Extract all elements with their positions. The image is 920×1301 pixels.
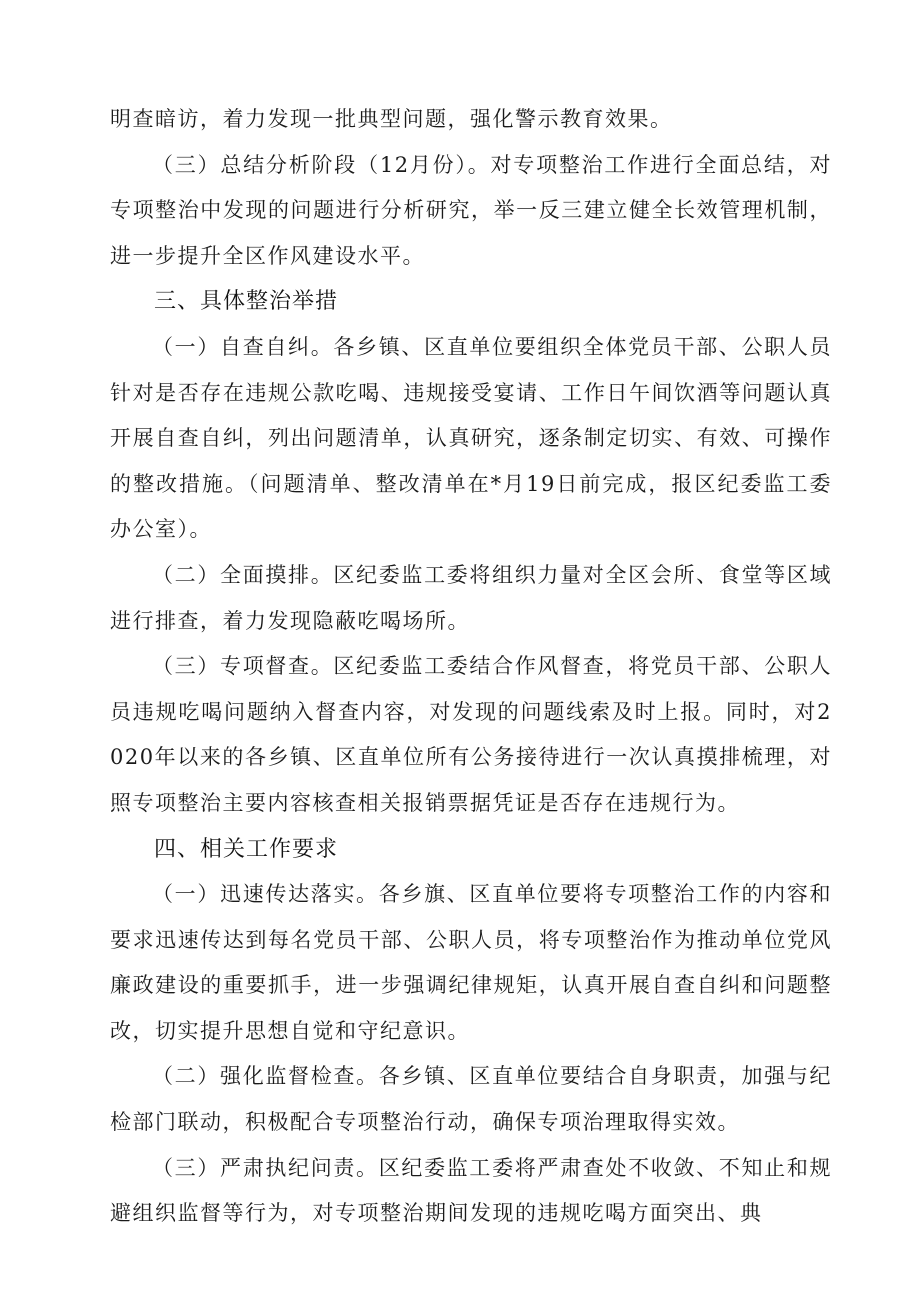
paragraph-continuation: 明查暗访，着力发现一批典型问题，强化警示教育效果。 [110,107,673,131]
paragraph-strengthen-inspection: （二）强化监督检查。各乡镇、区直单位要结合自身职责，加强与纪检部门联动，积极配合专项整治行动，确保专项治理取得实效。 [110,1064,832,1135]
paragraph-full-investigation: （二）全面摸排。区纪委监工委将组织力量对全区会所、食堂等区域进行排查，着力发现隐蔽吃喝场所。 [110,562,832,633]
paragraph-summary-stage: （三）总结分析阶段（12月份）。对专项整治工作进行全面总结，对专项整治中发现的问题进行分析研究，举一反三建立健全长效管理机制，进一步提升全区作风建设水平。 [110,152,832,268]
paragraph-communicate-implement: （一）迅速传达落实。各乡旗、区直单位要将专项整治工作的内容和要求迅速传达到每名党员干部、公职人员，将专项整治作为推动单位党风廉政建设的重要抓手，进一步强调纪律规矩，认真开展自查自纠和问题整改，切实提升思想自觉和守纪意识。 [110,882,832,1043]
paragraph-special-supervision: （三）专项督查。区纪委监工委结合作风督查，将党员干部、公职人员违规吃喝问题纳入督查内容，对发现的问题线索及时上报。同时，对2020年以来的各乡镇、区直单位所有公务接待进行一次认真摸排梳理，对照专项整治主要内容核查相关报销票据凭证是否存在违规行为。 [110,654,832,815]
section-heading-measures: 三、具体整治举措 [154,289,339,315]
section-heading-requirements: 四、相关工作要求 [154,836,339,862]
paragraph-self-check: （一）自查自纠。各乡镇、区直单位要组织全体党员干部、公职人员针对是否存在违规公款吃喝、违规接受宴请、工作日午间饮酒等问题认真开展自查自纠，列出问题清单，认真研究，逐条制定切实、有效、可操作的整改措施。（问题清单、整改清单在*月19日前完成，报区纪委监工委办公室）。 [110,334,832,542]
paragraph-accountability: （三）严肃执纪问责。区纪委监工委将严肃查处不收敛、不知止和规避组织监督等行为，对专项整治期间发现的违规吃喝方面突出、典 [110,1155,832,1226]
document-body [110,97,832,1237]
